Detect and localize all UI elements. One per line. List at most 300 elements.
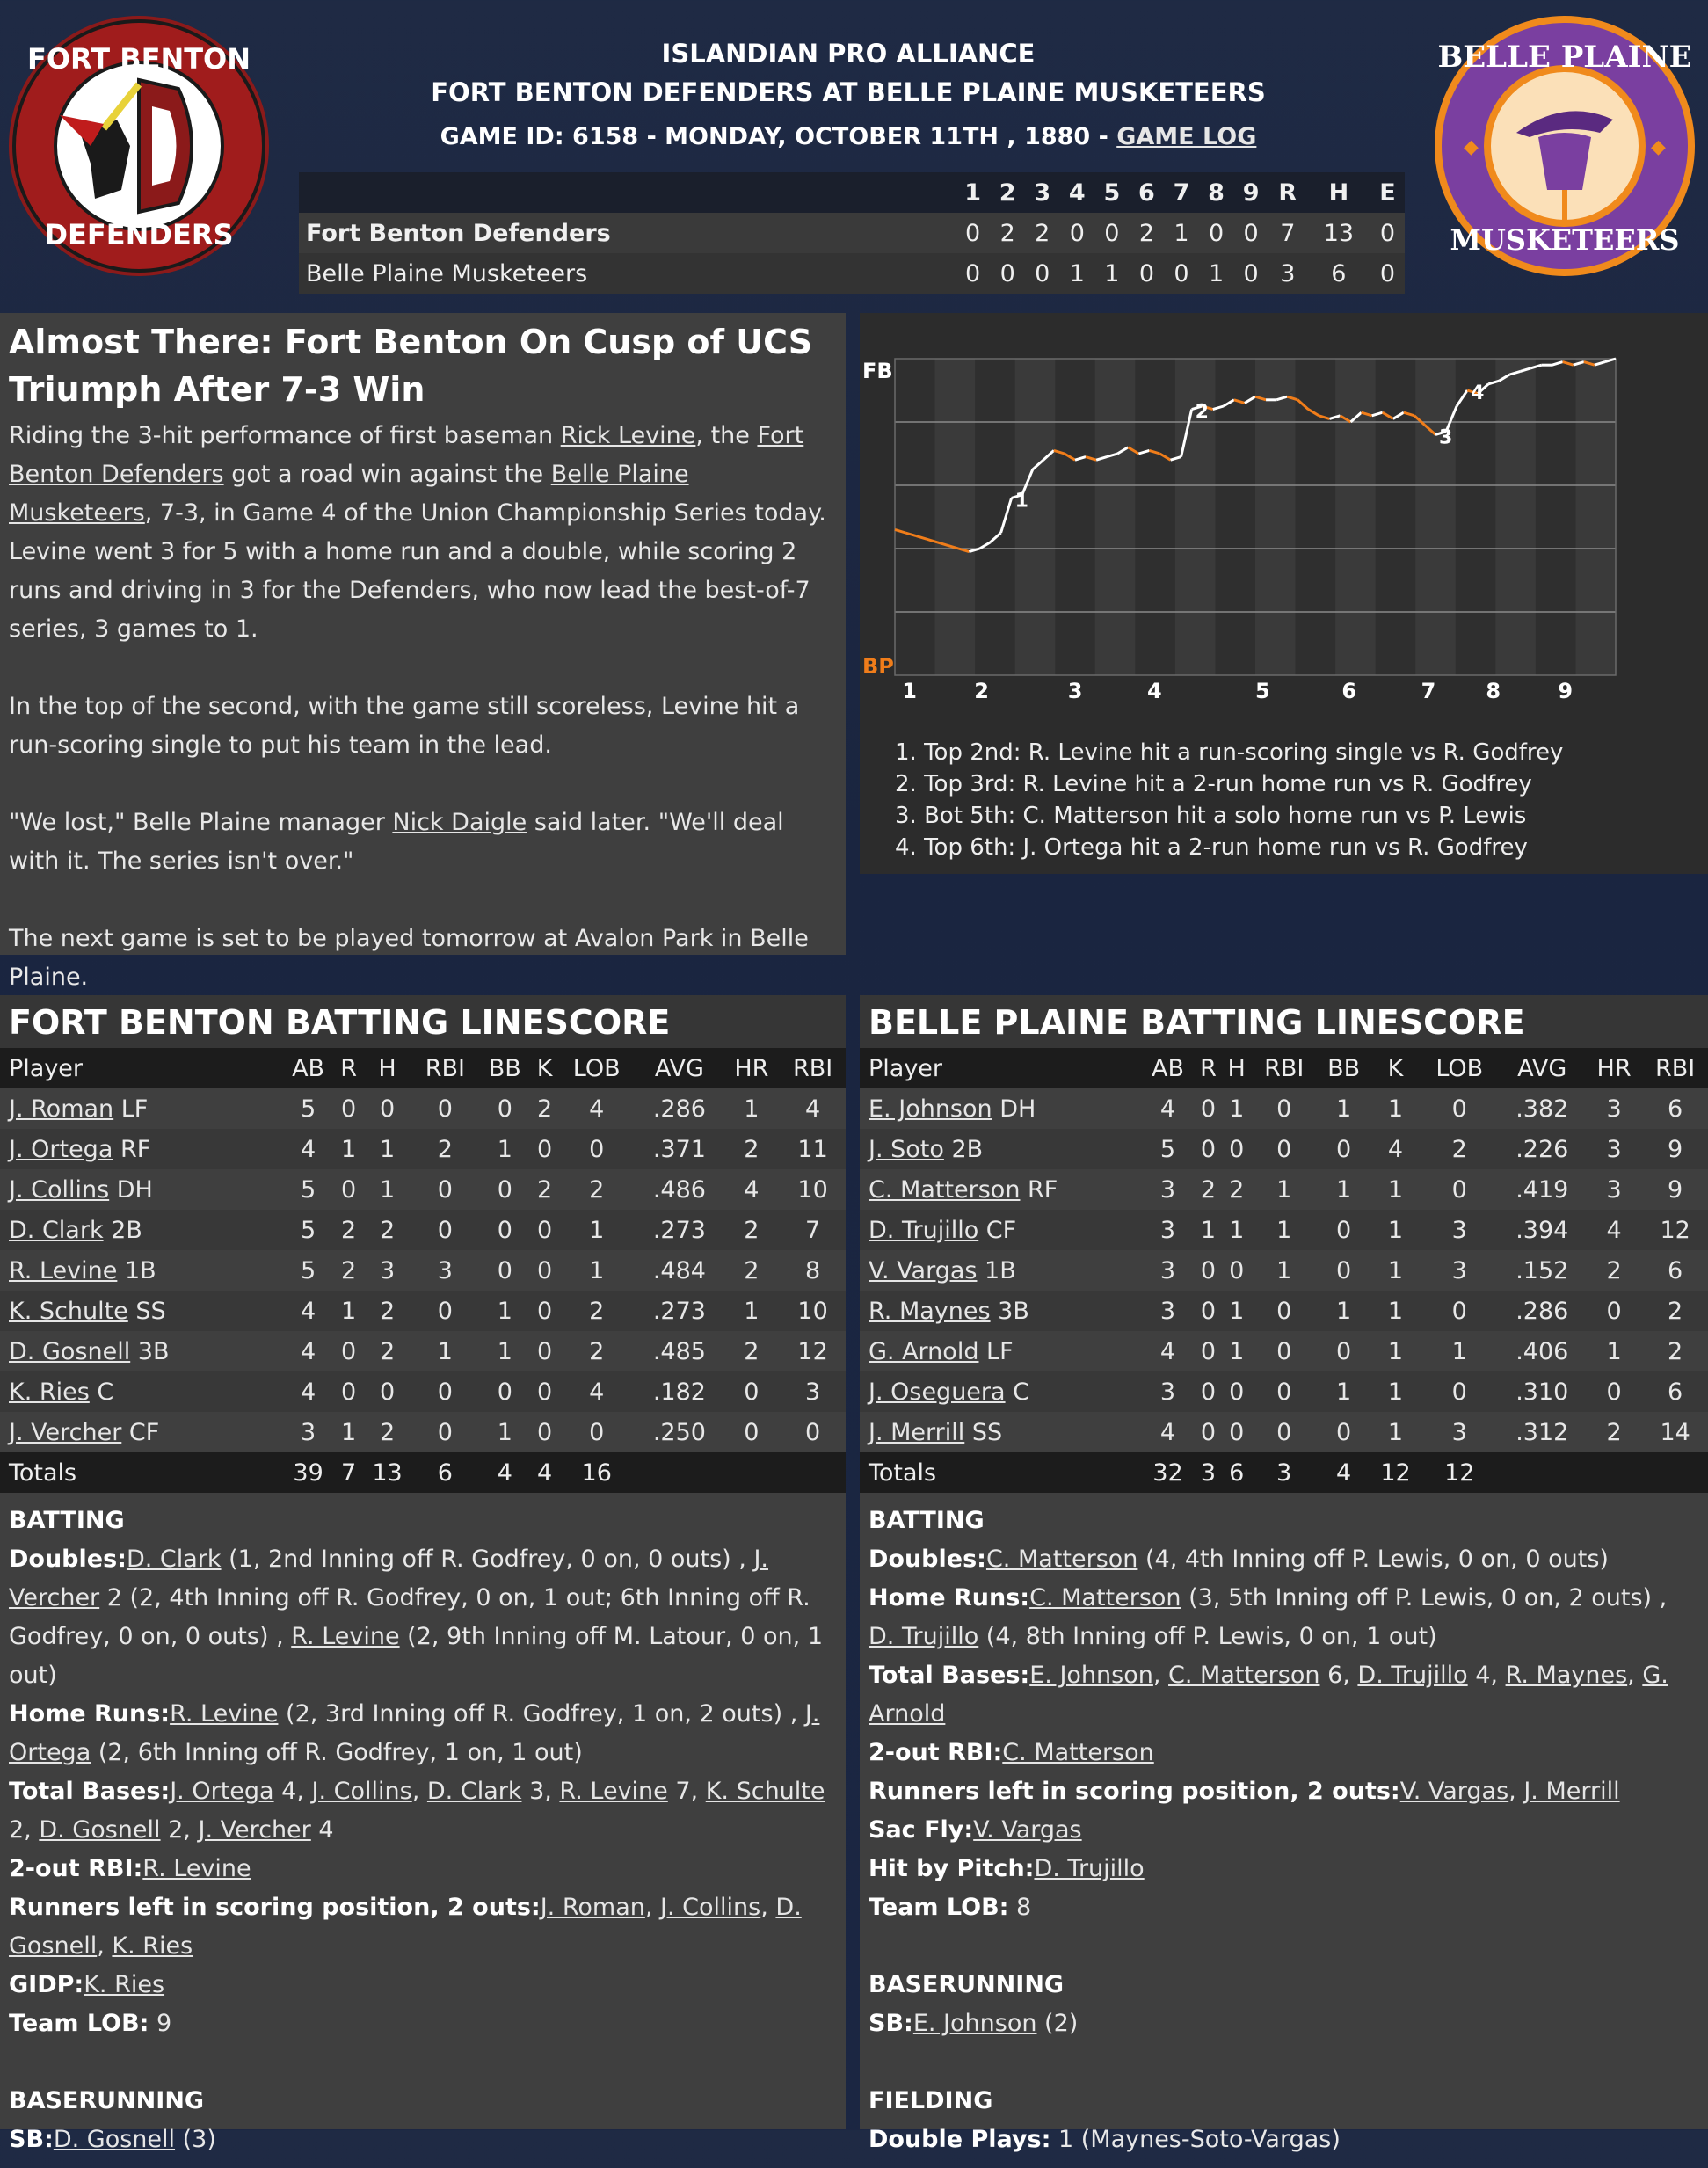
stat-cell: 0 (1317, 1331, 1370, 1371)
stat-cell: 2 (412, 1129, 478, 1169)
note-label: Doubles: (869, 1546, 986, 1573)
stat-cell: 2 (723, 1210, 781, 1250)
player-link[interactable]: D. Clark (426, 1778, 522, 1805)
half-inning-stripe (1015, 359, 1056, 675)
stat-cell: 5 (1141, 1129, 1195, 1169)
spacer (9, 2043, 837, 2082)
batting-header: R (335, 1048, 362, 1088)
note-text: 4, (1467, 1662, 1506, 1689)
stat-cell: 0 (1195, 1412, 1222, 1452)
player-cell (860, 1250, 1141, 1291)
win-probability-notes (895, 737, 1563, 863)
player-link[interactable]: C. Matterson (1168, 1662, 1320, 1689)
note-line (9, 1888, 837, 1966)
stat-cell: 5 (281, 1250, 335, 1291)
player-link[interactable]: D. Trujillo (869, 1216, 979, 1244)
linescore-cell: 13 (1307, 213, 1370, 253)
player-link[interactable]: D. Gosnell (53, 2126, 176, 2153)
section-title: BASERUNNING (869, 1971, 1065, 1998)
svg-text:FORT BENTON: FORT BENTON (26, 42, 251, 76)
player-cell (0, 1250, 281, 1291)
player-cell (0, 1088, 281, 1129)
game-info (299, 123, 1398, 150)
player-link[interactable]: J. Merrill (1523, 1778, 1620, 1805)
stat-cell: .382 (1499, 1088, 1586, 1129)
linescore-header: R (1268, 172, 1307, 213)
batting-header: Player (0, 1048, 281, 1088)
story-text: said later. "We'll deal with it. The series isn't over." (9, 809, 784, 875)
player-link[interactable]: J. Collins (660, 1894, 761, 1921)
player-link[interactable]: J. Roman (540, 1894, 645, 1921)
note-label: Home Runs: (9, 1700, 171, 1728)
stat-cell: 3 (1141, 1169, 1195, 1210)
story-text: Riding the 3-hit performance of first baseman (9, 422, 561, 449)
player-cell (860, 1412, 1141, 1452)
game-story (0, 313, 846, 991)
totals-cell: 39 (281, 1452, 335, 1493)
stat-cell: 0 (1317, 1129, 1370, 1169)
stat-cell: 0 (412, 1169, 478, 1210)
stat-cell: 2 (1586, 1250, 1642, 1291)
stat-cell: 0 (1586, 1291, 1642, 1331)
stat-cell: 1 (557, 1210, 636, 1250)
player-row (0, 1371, 846, 1412)
note-text: (3, 5th Inning off P. Lewis, 0 on, 2 outs) , (1181, 1584, 1668, 1611)
stat-cell: 3 (1421, 1412, 1499, 1452)
totals-cell: 4 (1317, 1452, 1370, 1493)
player-link[interactable]: C. Matterson (985, 1546, 1138, 1573)
totals-cell: 7 (335, 1452, 362, 1493)
linescore-cell: 1 (1060, 253, 1095, 294)
player-link[interactable]: J. Vercher (9, 1546, 768, 1611)
stat-cell: 0 (1195, 1250, 1222, 1291)
linescore-header: 3 (1025, 172, 1060, 213)
player-link[interactable]: J. Ortega (9, 1700, 820, 1766)
stat-cell: 2 (723, 1331, 781, 1371)
stat-cell: 1 (478, 1129, 532, 1169)
player-link[interactable]: J. Vercher (198, 1816, 311, 1844)
linescore-cell: 0 (990, 253, 1025, 294)
story-text: , the (695, 422, 758, 449)
half-inning-stripe (1335, 359, 1376, 675)
note-text: 3, (521, 1778, 560, 1805)
linescore-team: Belle Plaine Musketeers (299, 253, 956, 294)
stat-cell: 2 (557, 1169, 636, 1210)
stat-cell: 0 (1251, 1371, 1317, 1412)
note-label: Hit by Pitch: (869, 1855, 1035, 1882)
player-link[interactable]: J. Vercher (9, 1418, 122, 1446)
player-link[interactable]: R. Maynes (869, 1297, 991, 1325)
linescore-header: E (1370, 172, 1405, 213)
stat-cell: 0 (1421, 1088, 1499, 1129)
stat-cell: 1 (1370, 1250, 1421, 1291)
batting-header: K (1370, 1048, 1421, 1088)
stat-cell: 4 (1141, 1412, 1195, 1452)
linescore-cell: 0 (956, 253, 991, 294)
game-log-link[interactable]: GAME LOG (1116, 123, 1257, 150)
stat-cell: 6 (1642, 1371, 1708, 1412)
player-link[interactable]: J. Oseguera (869, 1378, 1006, 1406)
player-link[interactable]: R. Levine (9, 1256, 118, 1284)
linescore-cell: 1 (1164, 213, 1199, 253)
story-link[interactable]: Rick Levine (560, 422, 696, 449)
stat-cell: 4 (281, 1129, 335, 1169)
stat-cell: 1 (1317, 1088, 1370, 1129)
story-link[interactable]: Fort Benton Defenders (9, 422, 804, 488)
stat-cell: .371 (636, 1129, 723, 1169)
stat-cell: .406 (1499, 1331, 1586, 1371)
fort-benton-notes (0, 1493, 846, 2168)
stat-cell: .485 (636, 1331, 723, 1371)
note-text: (2, 3rd Inning off R. Godfrey, 1 on, 2 outs) , (278, 1700, 805, 1728)
fort-benton-batting-box (0, 995, 846, 2153)
stat-cell: 1 (1370, 1169, 1421, 1210)
linescore-row (299, 213, 1405, 253)
stat-cell: 3 (1586, 1129, 1642, 1169)
stat-cell: 0 (335, 1169, 362, 1210)
story-text: got a road win against the (223, 461, 551, 488)
totals-cell: 4 (478, 1452, 532, 1493)
story-text: "We lost," Belle Plaine manager (9, 809, 393, 836)
player-link[interactable]: D. Gosnell (39, 1816, 161, 1844)
stat-cell: 0 (532, 1371, 557, 1412)
linescore-header: 5 (1094, 172, 1130, 213)
stat-cell: 1 (335, 1412, 362, 1452)
player-row (860, 1250, 1708, 1291)
stat-cell: 1 (335, 1129, 362, 1169)
spacer (869, 1927, 1699, 1966)
player-cell (0, 1412, 281, 1452)
stat-cell: .250 (636, 1412, 723, 1452)
x-tick-label: 7 (1421, 679, 1436, 703)
linescore-header: 7 (1164, 172, 1199, 213)
stat-cell: .273 (636, 1210, 723, 1250)
fort-benton-batting-table (0, 1048, 846, 1493)
totals-cell: Totals (0, 1452, 281, 1493)
batting-header: AB (281, 1048, 335, 1088)
x-tick-label: 9 (1558, 679, 1574, 703)
note-text: (2) (1036, 2010, 1079, 2037)
stat-cell: 1 (412, 1331, 478, 1371)
stat-cell: 0 (1317, 1412, 1370, 1452)
x-tick-label: 2 (974, 679, 989, 703)
totals-cell: 4 (532, 1452, 557, 1493)
player-position: LF (113, 1095, 149, 1123)
stat-cell: 0 (557, 1412, 636, 1452)
stat-cell: 0 (412, 1291, 478, 1331)
belle-plaine-batting-table (860, 1048, 1708, 1493)
player-link[interactable]: E. Johnson (1029, 1662, 1153, 1689)
stat-cell: 0 (362, 1371, 412, 1412)
stat-cell: 0 (478, 1210, 532, 1250)
player-link[interactable]: J. Ortega (9, 1135, 113, 1163)
totals-cell: 16 (557, 1452, 636, 1493)
stat-cell: 0 (412, 1412, 478, 1452)
stat-cell: .394 (1499, 1210, 1586, 1250)
batting-header: RBI (780, 1048, 846, 1088)
batting-header: RBI (1642, 1048, 1708, 1088)
player-cell (860, 1169, 1141, 1210)
player-link[interactable]: K. Schulte (9, 1297, 128, 1325)
note-line (869, 2004, 1699, 2043)
player-row (860, 1169, 1708, 1210)
note-line (869, 1888, 1699, 1927)
note-line (9, 1772, 837, 1850)
player-link[interactable]: C. Matterson (1029, 1584, 1181, 1611)
player-cell (0, 1210, 281, 1250)
player-link[interactable]: D. Trujillo (869, 1623, 979, 1650)
stat-cell: 4 (723, 1169, 781, 1210)
linescore-cell: 0 (1025, 253, 1060, 294)
stat-cell: 1 (335, 1291, 362, 1331)
player-link[interactable]: R. Maynes (1505, 1662, 1628, 1689)
player-link[interactable]: G. Arnold (869, 1662, 1668, 1728)
stat-cell: 4 (557, 1371, 636, 1412)
note-text: 2, (9, 1816, 40, 1844)
stat-cell: 5 (281, 1169, 335, 1210)
linescore-cell: 0 (1094, 213, 1130, 253)
stat-cell: 2 (1642, 1331, 1708, 1371)
stat-cell: 0 (1251, 1088, 1317, 1129)
player-row (0, 1088, 846, 1129)
player-link[interactable]: K. Ries (112, 1932, 193, 1960)
player-row (0, 1331, 846, 1371)
spacer (869, 2043, 1699, 2082)
stat-cell: 2 (557, 1291, 636, 1331)
batting-header: LOB (1421, 1048, 1499, 1088)
svg-text:BELLE PLAINE: BELLE PLAINE (1437, 40, 1692, 75)
story-headline: Almost There: Fort Benton On Cusp of UCS Triumph After 7-3 Win (9, 323, 813, 409)
event-marker: 1 (1014, 490, 1028, 513)
player-row (860, 1088, 1708, 1129)
story-paragraph-4: The next game is set to be played tomorrow at Avalon Park in Belle Plaine. (9, 925, 809, 991)
note-line (869, 1772, 1699, 1811)
note-label: SB: (869, 2010, 913, 2037)
player-link[interactable]: K. Ries (9, 1378, 90, 1406)
batting-header: H (362, 1048, 412, 1088)
stat-cell: 1 (1251, 1250, 1317, 1291)
stat-cell: 4 (557, 1088, 636, 1129)
player-position: 2B (103, 1216, 142, 1244)
player-link[interactable]: K. Ries (84, 1971, 165, 1998)
linescore-cell: 7 (1268, 213, 1307, 253)
stat-cell: 1 (1370, 1088, 1421, 1129)
linescore-cell: 0 (1199, 213, 1234, 253)
stat-cell: 0 (1421, 1169, 1499, 1210)
player-link[interactable]: D. Trujillo (1034, 1855, 1145, 1882)
player-link[interactable]: J. Soto (869, 1135, 944, 1163)
win-probability-chart (860, 313, 1708, 874)
player-position: C (89, 1378, 114, 1406)
stat-cell: 9 (1642, 1129, 1708, 1169)
player-link[interactable]: J. Collins (311, 1778, 412, 1805)
stat-cell: 2 (723, 1129, 781, 1169)
stat-cell: 0 (1421, 1291, 1499, 1331)
event-note: 4. Top 6th: J. Ortega hit a 2-run home run vs R. Godfrey (895, 834, 1528, 861)
stat-cell: 3 (780, 1371, 846, 1412)
note-label: Doubles: (9, 1546, 127, 1573)
player-link[interactable]: G. Arnold (869, 1337, 979, 1365)
player-link[interactable]: D. Clark (126, 1546, 222, 1573)
player-link[interactable]: D. Trujillo (1357, 1662, 1468, 1689)
player-row (0, 1169, 846, 1210)
player-link[interactable]: J. Roman (9, 1095, 114, 1123)
player-cell (860, 1291, 1141, 1331)
stat-cell: 1 (362, 1129, 412, 1169)
player-position: 2B (943, 1135, 984, 1163)
player-link[interactable]: E. Johnson (912, 2010, 1037, 2037)
stat-cell: 0 (1222, 1129, 1252, 1169)
stat-cell: 10 (780, 1169, 846, 1210)
story-link[interactable]: Nick Daigle (392, 809, 527, 836)
stat-cell: 0 (335, 1371, 362, 1412)
stat-cell: 1 (1370, 1331, 1421, 1371)
totals-cell: 12 (1370, 1452, 1421, 1493)
linescore-cell: 0 (1233, 253, 1268, 294)
stat-cell: 2 (1642, 1291, 1708, 1331)
stat-cell: 7 (780, 1210, 846, 1250)
player-link[interactable]: C. Matterson (1002, 1739, 1154, 1766)
player-link[interactable]: D. Gosnell (9, 1337, 131, 1365)
player-link[interactable]: R. Levine (142, 1855, 251, 1882)
totals-cell (636, 1452, 723, 1493)
player-row (860, 1291, 1708, 1331)
player-link[interactable]: J. Collins (9, 1175, 110, 1204)
stat-cell: 3 (1141, 1291, 1195, 1331)
stat-cell: 4 (780, 1088, 846, 1129)
stat-cell: 1 (1317, 1291, 1370, 1331)
player-position: C (1005, 1378, 1030, 1406)
stat-cell: 0 (335, 1088, 362, 1129)
x-tick-label: 3 (1067, 679, 1083, 703)
note-line (9, 2004, 837, 2043)
player-link[interactable]: R. Levine (170, 1700, 279, 1728)
story-link[interactable]: Belle Plaine Musketeers (9, 461, 689, 527)
totals-cell: 13 (362, 1452, 412, 1493)
player-link[interactable]: V. Vargas (1399, 1778, 1509, 1805)
note-line (869, 1850, 1699, 1888)
batting-header: BB (1317, 1048, 1370, 1088)
stat-cell: 1 (1222, 1331, 1252, 1371)
stat-cell: 1 (1251, 1169, 1317, 1210)
linescore-header: 2 (990, 172, 1025, 213)
player-cell (0, 1169, 281, 1210)
player-position: CF (978, 1216, 1017, 1244)
note-label: Team LOB: (869, 1894, 1009, 1921)
player-link[interactable]: V. Vargas (869, 1256, 978, 1284)
totals-cell: Totals (860, 1452, 1141, 1493)
stat-cell: 10 (780, 1291, 846, 1331)
stat-cell: 1 (1370, 1371, 1421, 1412)
player-link[interactable]: J. Merrill (869, 1418, 965, 1446)
section-title: BASERUNNING (9, 2087, 205, 2114)
story-paragraph-1 (9, 417, 837, 649)
player-cell (0, 1371, 281, 1412)
player-position: LF (978, 1337, 1014, 1365)
player-link[interactable]: C. Matterson (869, 1175, 1021, 1204)
stat-cell: 0 (1586, 1371, 1642, 1412)
half-inning-stripe (1415, 359, 1456, 675)
note-text: 4 (310, 1816, 334, 1844)
event-marker: 4 (1471, 382, 1485, 404)
player-link[interactable]: D. Clark (9, 1216, 104, 1244)
note-label: Runners left in scoring position, 2 outs: (9, 1894, 541, 1921)
stat-cell: 1 (723, 1088, 781, 1129)
linescore-cell: 0 (1370, 253, 1405, 294)
note-line (869, 1656, 1699, 1734)
belle-plaine-notes (860, 1493, 1708, 2168)
stat-cell: 11 (780, 1129, 846, 1169)
stat-cell: 8 (780, 1250, 846, 1291)
stat-cell: 4 (281, 1291, 335, 1331)
stat-cell: 2 (362, 1291, 412, 1331)
note-label: Team LOB: (9, 2010, 149, 2037)
stat-cell: 2 (1222, 1169, 1252, 1210)
player-position: SS (127, 1297, 166, 1325)
batting-header: HR (1586, 1048, 1642, 1088)
stat-cell: 4 (281, 1331, 335, 1371)
stat-cell: 4 (1141, 1088, 1195, 1129)
stat-cell: 2 (362, 1412, 412, 1452)
linescore-header: H (1307, 172, 1370, 213)
note-line (9, 1695, 837, 1772)
player-link[interactable]: R. Levine (291, 1623, 400, 1650)
stat-cell: 2 (557, 1331, 636, 1371)
note-text: 4, (273, 1778, 312, 1805)
matchup-title: FORT BENTON DEFENDERS AT BELLE PLAINE MUSKETEERS (431, 77, 1266, 107)
stat-cell: 0 (723, 1371, 781, 1412)
note-text: , (644, 1894, 661, 1921)
game-info-text: GAME ID: 6158 - MONDAY, OCTOBER 11TH , 1880 - (440, 123, 1108, 150)
stat-cell: 4 (1141, 1331, 1195, 1371)
half-inning-stripe (935, 359, 976, 675)
stat-cell: 3 (1141, 1250, 1195, 1291)
fort-benton-box-title: FORT BENTON BATTING LINESCORE (0, 995, 846, 1048)
stat-cell: .182 (636, 1371, 723, 1412)
player-position: 1B (117, 1256, 156, 1284)
player-cell (0, 1331, 281, 1371)
stat-cell: 0 (1195, 1291, 1222, 1331)
totals-cell (1586, 1452, 1642, 1493)
note-text: 2, (160, 1816, 199, 1844)
x-tick-label: 8 (1486, 679, 1501, 703)
stat-cell: 0 (532, 1291, 557, 1331)
player-link[interactable]: J. Ortega (170, 1778, 274, 1805)
note-text: 9 (149, 2010, 172, 2037)
player-link[interactable]: D. Gosnell (9, 1894, 802, 1960)
note-text: (4, 4th Inning off P. Lewis, 0 on, 0 outs) (1137, 1546, 1609, 1573)
linescore-team: Fort Benton Defenders (299, 213, 956, 253)
player-link[interactable]: K. Schulte (705, 1778, 825, 1805)
stat-cell: .226 (1499, 1129, 1586, 1169)
stat-cell: 0 (478, 1250, 532, 1291)
note-text: 8 (1008, 1894, 1032, 1921)
story-paragraph-2: In the top of the second, with the game still scoreless, Levine hit a run-scoring single to put his team in the lead. (9, 693, 800, 759)
stat-cell: 1 (1370, 1210, 1421, 1250)
stat-cell: 2 (335, 1210, 362, 1250)
player-cell (860, 1088, 1141, 1129)
stat-cell: 0 (412, 1371, 478, 1412)
player-row (860, 1210, 1708, 1250)
player-link[interactable]: E. Johnson (869, 1095, 992, 1123)
note-label: SB: (9, 2126, 54, 2153)
stat-cell: .286 (1499, 1291, 1586, 1331)
player-link[interactable]: R. Levine (559, 1778, 668, 1805)
linescore-cell: 0 (1060, 213, 1095, 253)
stat-cell: .484 (636, 1250, 723, 1291)
player-link[interactable]: V. Vargas (973, 1816, 1082, 1844)
player-position: DH (992, 1095, 1036, 1123)
